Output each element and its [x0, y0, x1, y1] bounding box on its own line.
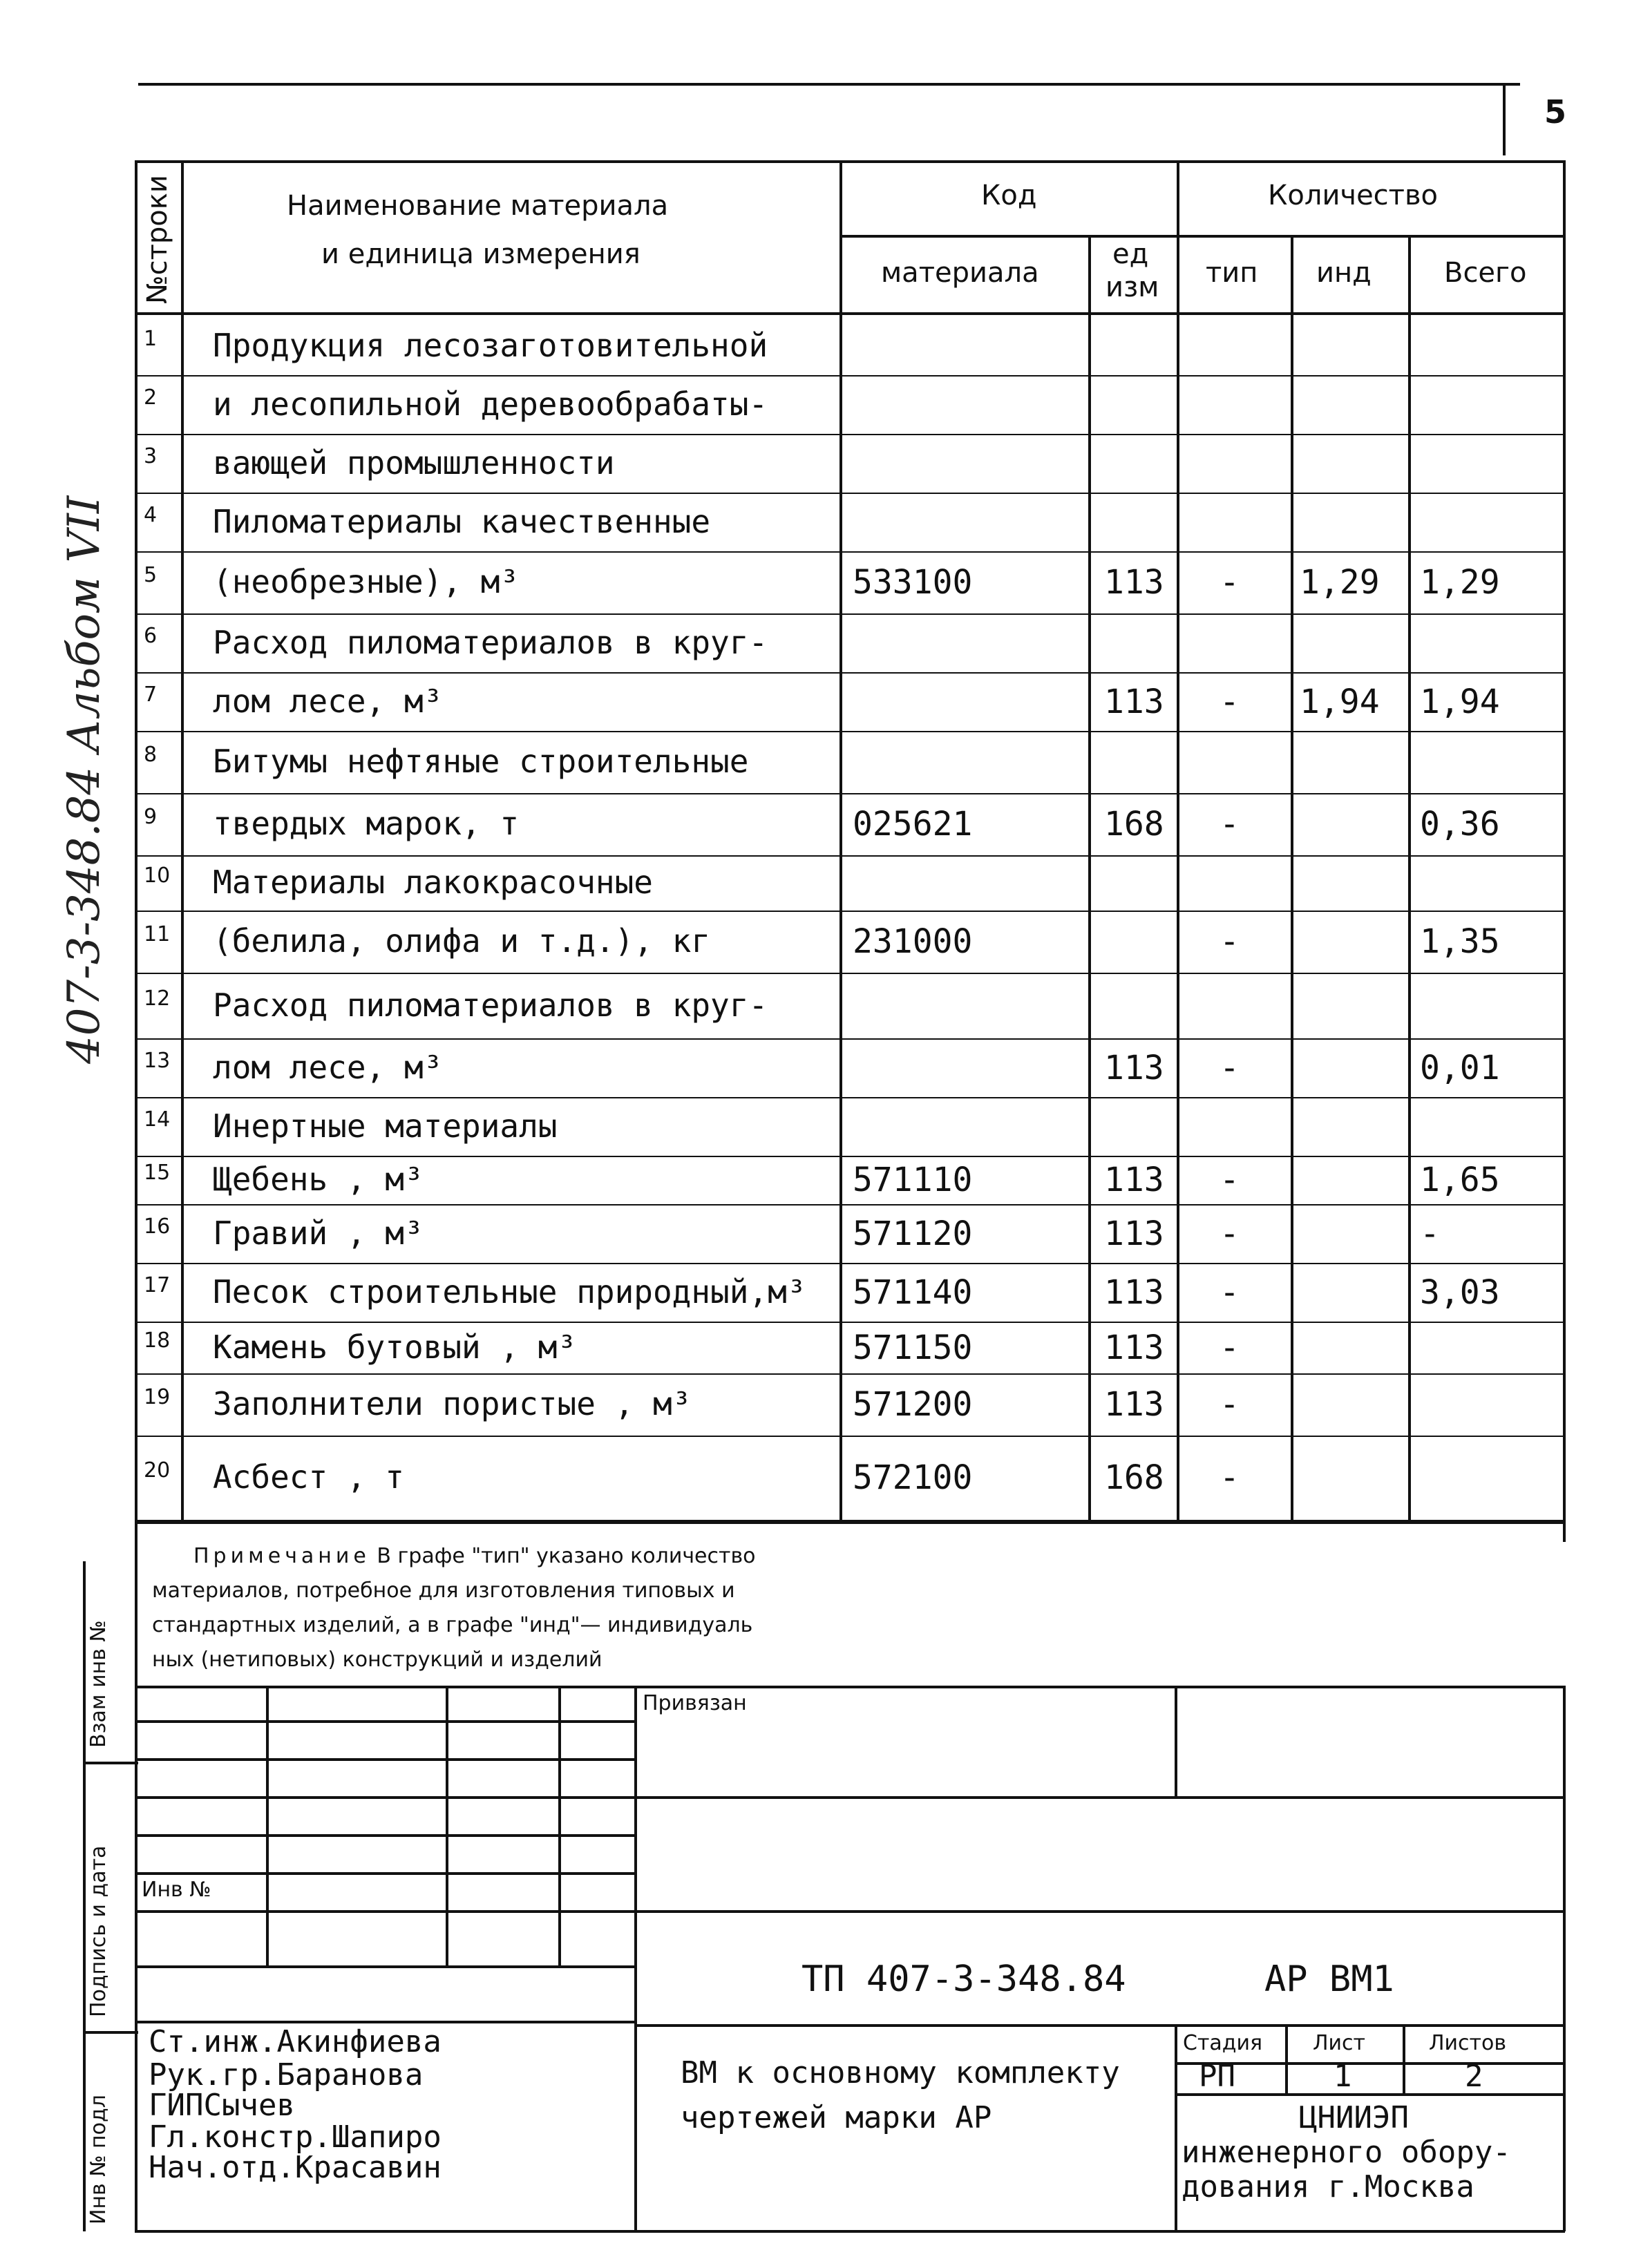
cell-unit: 113 — [1104, 1161, 1164, 1199]
cell-n: 15 — [144, 1161, 171, 1185]
cell-total: 1,94 — [1420, 682, 1500, 721]
cell-code: 572100 — [853, 1458, 973, 1497]
cell-code: 571120 — [853, 1214, 973, 1253]
cell-name: лом лесе, м³ — [213, 1048, 443, 1086]
row-separator — [135, 1263, 1565, 1264]
mark: АР ВМ1 — [1264, 1959, 1394, 2000]
cell-name: Асбест , т — [213, 1458, 404, 1496]
cell-total: 1,65 — [1420, 1161, 1500, 1199]
cell-name: Камень бутовый , м³ — [213, 1328, 577, 1366]
cell-ind: 1,29 — [1300, 563, 1380, 602]
cell-n: 1 — [144, 326, 158, 351]
privyazan-label: Привязан — [643, 1691, 747, 1715]
header-name-line1: Наименование материала — [287, 190, 669, 222]
header-code: Код — [981, 180, 1037, 211]
stage-label: Стадия — [1183, 2031, 1263, 2055]
header-code-unit-2: изм — [1106, 271, 1159, 303]
note-line1: В графе "тип" указано количество — [370, 1544, 756, 1568]
cell-code: 571200 — [853, 1385, 973, 1424]
cell-typ: - — [1220, 805, 1240, 844]
row-separator — [135, 793, 1565, 794]
doc-title-line2: чертежей марки АР — [681, 2100, 992, 2135]
row-separator — [135, 1373, 1565, 1375]
cell-n: 9 — [144, 805, 158, 829]
cell-total: 1,29 — [1420, 563, 1500, 602]
header-code-material: материала — [881, 257, 1039, 289]
cell-typ: - — [1220, 1385, 1240, 1424]
cell-code: 231000 — [853, 922, 973, 961]
sheet-number: 5 — [1544, 93, 1567, 131]
cell-name: Щебень , м³ — [213, 1161, 424, 1198]
cell-code: 533100 — [853, 563, 973, 602]
side-label-podpis: Подпись и дата — [86, 1845, 111, 2017]
cell-n: 6 — [144, 623, 158, 648]
row-separator — [135, 551, 1565, 553]
cell-typ: - — [1220, 1273, 1240, 1312]
row-separator — [135, 493, 1565, 494]
cell-code: 571150 — [853, 1328, 973, 1367]
row-separator — [135, 1097, 1565, 1098]
cell-name: (белила, олифа и т.д.), кг — [213, 922, 711, 960]
row-separator — [135, 1322, 1565, 1323]
header-row-number: №строки — [142, 175, 173, 304]
cell-total: 0,01 — [1420, 1048, 1500, 1087]
note-block — [152, 1539, 1465, 1677]
cell-n: 19 — [144, 1385, 171, 1409]
signatory-role: Рук.гр. — [149, 2057, 277, 2093]
note-line3: стандартных изделий, а в графе "инд"— индивидуаль — [152, 1613, 753, 1637]
cell-unit: 113 — [1104, 1328, 1164, 1367]
signatory-row — [149, 2150, 442, 2185]
cell-unit: 113 — [1104, 1273, 1164, 1312]
signatory-name: Акинфиева — [276, 2024, 442, 2059]
cell-name: Пиломатериалы качественные — [213, 502, 711, 540]
row-separator — [135, 613, 1565, 615]
row-separator — [135, 1204, 1565, 1206]
cell-n: 13 — [144, 1048, 171, 1073]
header-qty-type: тип — [1206, 257, 1258, 289]
row-separator — [135, 375, 1565, 377]
cell-typ: - — [1220, 563, 1240, 602]
cell-unit: 113 — [1104, 1385, 1164, 1424]
cell-name: Расход пиломатериалов в круг- — [213, 623, 768, 661]
cell-ind: 1,94 — [1300, 682, 1380, 721]
cell-name: лом лесе, м³ — [213, 682, 443, 720]
cell-n: 11 — [144, 922, 171, 946]
cell-name: Материалы лакокрасочные — [213, 864, 653, 901]
row-separator — [135, 731, 1565, 732]
row-separator — [135, 1156, 1565, 1157]
cell-code: 025621 — [853, 805, 973, 844]
note-label: Примечание — [193, 1544, 370, 1568]
cell-name: и лесопильной деревообрабаты- — [213, 385, 768, 423]
signatory-role: Нач.отд. — [149, 2150, 295, 2185]
doc-title-line1: ВМ к основному комплекту — [681, 2055, 1120, 2090]
header-qty-ind: инд — [1316, 257, 1372, 289]
signatory-name: Сычев — [203, 2088, 295, 2123]
row-separator — [135, 672, 1565, 674]
cell-unit: 113 — [1104, 1048, 1164, 1087]
sheets-value: 2 — [1465, 2059, 1483, 2094]
cell-n: 4 — [144, 502, 158, 527]
cell-unit: 113 — [1104, 1214, 1164, 1253]
cell-typ: - — [1220, 682, 1240, 721]
cell-name: Гравий , м³ — [213, 1214, 424, 1252]
signatory-row — [149, 2088, 295, 2123]
cell-total: - — [1420, 1214, 1440, 1253]
signatory-name: Шапиро — [331, 2119, 442, 2155]
signatory-row — [149, 2024, 442, 2059]
cell-total: 3,03 — [1420, 1273, 1500, 1312]
cell-typ: - — [1220, 1214, 1240, 1253]
cell-n: 3 — [144, 444, 158, 468]
sheet-value: 1 — [1334, 2059, 1352, 2094]
sheets-label: Листов — [1429, 2031, 1507, 2055]
cell-typ: - — [1220, 1048, 1240, 1087]
row-separator — [135, 855, 1565, 857]
cell-name: Инертные материалы — [213, 1107, 558, 1145]
header-quantity: Количество — [1268, 180, 1439, 211]
designation: ТП 407-3-348.84 — [801, 1959, 1126, 2000]
row-separator — [135, 973, 1565, 974]
cell-name: Заполнители пористые , м³ — [213, 1385, 692, 1422]
signatory-name: Красавин — [294, 2150, 442, 2185]
cell-n: 10 — [144, 864, 171, 888]
cell-name: Расход пиломатериалов в круг- — [213, 986, 768, 1024]
cell-unit: 168 — [1104, 805, 1164, 844]
cell-unit: 113 — [1104, 563, 1164, 602]
stage-value: РП — [1199, 2059, 1235, 2094]
signatory-role: Гл.констр. — [149, 2119, 332, 2155]
cell-name: твердых марок, т — [213, 805, 520, 842]
row-separator — [135, 1436, 1565, 1437]
cell-name: Песок строительные природный,м³ — [213, 1273, 806, 1311]
cell-total: 1,35 — [1420, 922, 1500, 961]
cell-name: Битумы нефтяные строительные — [213, 743, 749, 780]
cell-name: Продукция лесозаготовительной — [213, 326, 768, 364]
sheet-number-box-left — [1503, 83, 1506, 155]
cell-n: 8 — [144, 743, 158, 767]
top-rule — [138, 83, 1520, 86]
header-code-unit-1: ед — [1112, 238, 1149, 270]
cell-typ: - — [1220, 1328, 1240, 1367]
row-separator — [135, 434, 1565, 435]
cell-typ: - — [1220, 922, 1240, 961]
header-qty-total: Всего — [1444, 257, 1527, 289]
signatory-name: Баранова — [276, 2057, 424, 2093]
cell-n: 2 — [144, 385, 158, 410]
side-label-inv-podl: Инв № подл — [86, 2095, 111, 2224]
note-line4: ных (нетиповых) конструкций и изделий — [152, 1648, 602, 1672]
cell-n: 14 — [144, 1107, 171, 1132]
org-line1: ЦНИИЭП — [1299, 2100, 1409, 2135]
cell-unit: 113 — [1104, 682, 1164, 721]
cell-code: 571140 — [853, 1273, 973, 1312]
cell-n: 7 — [144, 682, 158, 707]
cell-n: 17 — [144, 1273, 171, 1297]
cell-n: 16 — [144, 1214, 171, 1239]
cell-code: 571110 — [853, 1161, 973, 1199]
signatory-role: ГИП — [149, 2088, 204, 2123]
cell-typ: - — [1220, 1458, 1240, 1497]
cell-n: 20 — [144, 1458, 171, 1483]
side-label-vzam: Взам инв № — [86, 1620, 111, 1748]
cell-total: 0,36 — [1420, 805, 1500, 844]
cell-n: 5 — [144, 563, 158, 587]
row-separator — [135, 1038, 1565, 1040]
cell-name: вающей промышленности — [213, 444, 615, 482]
org-line3: дования г.Москва — [1182, 2169, 1474, 2204]
header-name-line2: и единица измерения — [321, 238, 641, 270]
cell-typ: - — [1220, 1161, 1240, 1199]
cell-unit: 168 — [1104, 1458, 1164, 1497]
org-line2: инженерного обору- — [1182, 2135, 1511, 2170]
cell-n: 12 — [144, 986, 171, 1011]
row-separator — [135, 1520, 1565, 1521]
signatory-role: Ст.инж. — [149, 2024, 277, 2059]
row-separator — [135, 911, 1565, 912]
cell-name: (необрезные), м³ — [213, 563, 520, 600]
sheet-label: Лист — [1313, 2031, 1366, 2055]
note-line2: материалов, потребное для изготовления типовых и — [152, 1579, 735, 1603]
handwritten-album-note: 407-3-348.84 Альбом VII — [59, 495, 110, 1064]
inv-no-label: Инв № — [142, 1878, 211, 1902]
cell-n: 18 — [144, 1328, 171, 1353]
